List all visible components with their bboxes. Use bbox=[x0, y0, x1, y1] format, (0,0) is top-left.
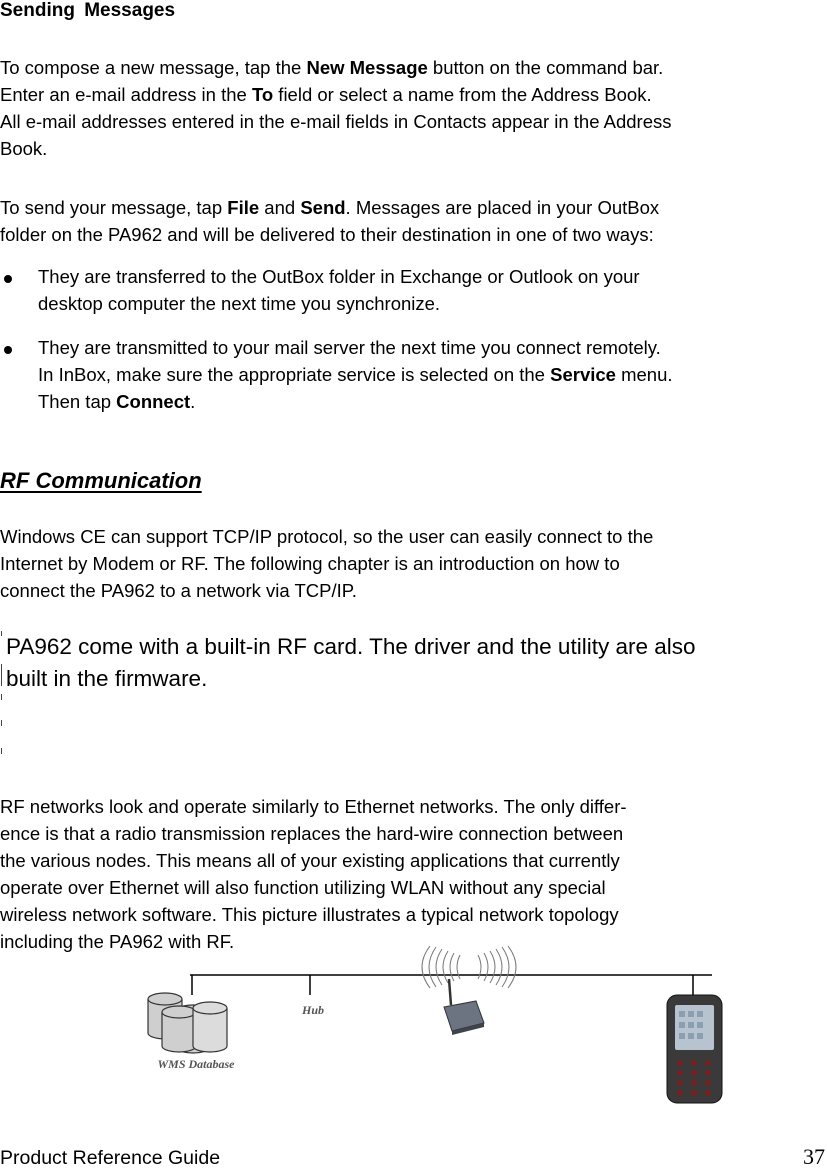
paragraph-send bbox=[0, 194, 827, 248]
section-heading-rf-communication: RF Communication bbox=[0, 468, 202, 493]
database-cylinders-icon bbox=[148, 993, 227, 1053]
footer-guide-title: Product Reference Guide bbox=[0, 1147, 221, 1169]
database-label: WMS Database bbox=[157, 1057, 235, 1071]
text: Enter an e-mail address in the bbox=[0, 84, 252, 105]
text: desktop computer the next time you synchronize. bbox=[38, 293, 441, 314]
margin-mark bbox=[1, 748, 2, 754]
text: In InBox, make sure the appropriate service is selected on the bbox=[38, 364, 551, 385]
text: wireless network software. This picture illustrates a typical network topology bbox=[0, 904, 619, 925]
text: They are transmitted to your mail server the next time you connect remotely. bbox=[38, 337, 661, 358]
text: PA962 come with a built-in RF card. The driver and the utility are also bbox=[6, 634, 696, 659]
text: . bbox=[190, 391, 196, 412]
text: the various nodes. This means all of your existing applications that currently bbox=[0, 850, 620, 871]
margin-mark bbox=[1, 631, 2, 636]
bold-term-to: To bbox=[251, 84, 274, 105]
bold-term-new-message: New Message bbox=[306, 57, 428, 78]
paragraph-windows-ce bbox=[0, 523, 827, 604]
text: To compose a new message, tap the bbox=[0, 57, 307, 78]
bullet-text bbox=[38, 334, 673, 415]
footer-page-number: 37 bbox=[803, 1144, 825, 1169]
text: including the PA962 with RF. bbox=[0, 931, 235, 952]
text: Book. bbox=[0, 138, 48, 159]
text: They are transferred to the OutBox folder in Exchange or Outlook on your bbox=[38, 266, 640, 287]
paragraph-rf-networks bbox=[0, 793, 827, 955]
network-topology-diagram bbox=[0, 945, 827, 1115]
text: field or select a name from the Address Book. bbox=[273, 84, 652, 105]
text: built in the firmware. bbox=[6, 666, 208, 691]
bullet-text bbox=[38, 263, 640, 317]
paragraph-compose bbox=[0, 54, 827, 162]
firmware-note bbox=[6, 631, 696, 695]
radio-wave-icon bbox=[422, 946, 516, 988]
text: Windows CE can support TCP/IP protocol, so the user can easily connect to the bbox=[0, 526, 654, 547]
bold-term-file: File bbox=[227, 197, 260, 218]
margin-mark bbox=[1, 720, 2, 726]
margin-mark bbox=[1, 664, 2, 686]
bold-term-send: Send bbox=[300, 197, 346, 218]
text: folder on the PA962 and will be delivered to their destination in one of two ways: bbox=[0, 224, 654, 245]
bold-term-connect: Connect bbox=[116, 391, 191, 412]
text: To send your message, tap bbox=[0, 197, 228, 218]
text: button on the command bar. bbox=[427, 57, 664, 78]
text: RF networks look and operate similarly to Ethernet networks. The only differ- bbox=[0, 796, 627, 817]
text: operate over Ethernet will also function utilizing WLAN without any special bbox=[0, 877, 606, 898]
access-point-icon bbox=[444, 979, 484, 1035]
text: Internet by Modem or RF. The following chapter is an introduction on how to bbox=[0, 553, 620, 574]
text: Then tap bbox=[38, 391, 117, 412]
text: All e-mail addresses entered in the e-mail fields in Contacts appear in the Address bbox=[0, 111, 672, 132]
bold-term-service: Service bbox=[550, 364, 616, 385]
text: . Messages are placed in your OutBox bbox=[345, 197, 660, 218]
text: and bbox=[259, 197, 301, 218]
text: connect the PA962 to a network via TCP/IP. bbox=[0, 580, 357, 601]
text: ence is that a radio transmission replaces the hard-wire connection between bbox=[0, 823, 624, 844]
section-heading-sending-messages: Sending Messages bbox=[0, 0, 176, 21]
hub-label: Hub bbox=[301, 1003, 325, 1017]
bullet-dot-icon bbox=[4, 346, 12, 354]
margin-mark bbox=[1, 694, 2, 700]
text: menu. bbox=[615, 364, 673, 385]
bullet-dot-icon bbox=[4, 275, 12, 283]
handheld-terminal-icon bbox=[667, 995, 722, 1103]
